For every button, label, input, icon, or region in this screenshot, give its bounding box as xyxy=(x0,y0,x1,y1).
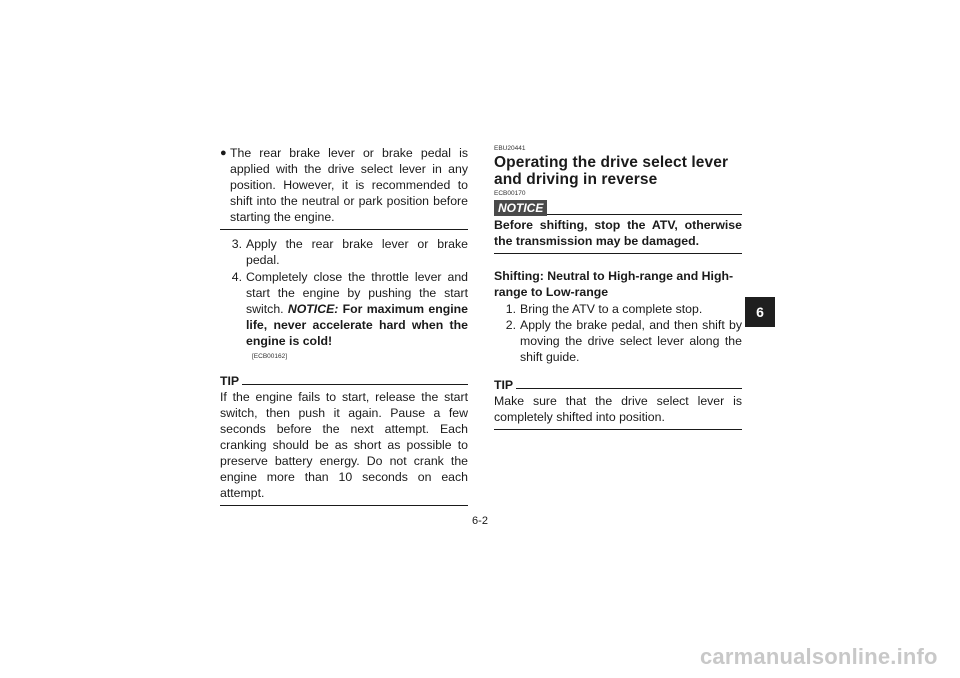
inline-notice-label: NOTICE: xyxy=(287,302,339,316)
tip-text: Make sure that the drive select lever is completely shifted into position. xyxy=(494,394,742,424)
notice-text: Before shifting, stop the ATV, otherwise the transmission may be damaged. xyxy=(494,218,742,248)
tip-rule xyxy=(516,388,742,389)
notice-code: [ECB00162] xyxy=(252,353,288,360)
tip-end-rule xyxy=(220,505,468,506)
step-3 xyxy=(220,236,468,268)
chapter-tab: 6 xyxy=(745,297,775,327)
divider xyxy=(220,229,468,230)
step-4 xyxy=(220,269,468,349)
tip-header xyxy=(220,375,468,388)
left-column xyxy=(220,145,468,506)
page-number: 6-2 xyxy=(472,515,488,527)
tip-text: If the engine fails to start, release the start switch, then push it again. Pause a few seconds before the next attempt. Each cranking should be as short as possible to preserve battery energy. Do not crank the engine more than 10 seconds on each attempt. xyxy=(220,390,468,500)
bullet-item xyxy=(220,145,468,225)
inline-notice-text: For maximum engine life, never accelerate hard when the engine is cold! xyxy=(246,302,468,348)
step-text: Apply the brake pedal, and then shift by moving the drive select lever along the shift guide. xyxy=(520,318,742,364)
subheading: Shifting: Neutral to High-range and High-range to Low-range xyxy=(494,269,734,299)
bullet-text: The rear brake lever or brake pedal is applied with the drive select lever in any position. However, it is recommended to shift into the neutral or park position before starting the engine. xyxy=(230,146,468,224)
notice-header xyxy=(494,200,742,216)
step-number: 1. xyxy=(505,302,516,316)
tip-header xyxy=(494,379,742,392)
notice-rule xyxy=(547,214,742,215)
step-2 xyxy=(494,317,742,365)
tip-rule xyxy=(242,384,468,385)
tip-end-rule xyxy=(494,429,742,430)
step-4-text: Completely close the throttle lever and start the engine by pushing the start switch. xyxy=(246,270,468,316)
step-list xyxy=(494,301,742,365)
step-number: 2. xyxy=(505,318,516,332)
tip-label: TIP xyxy=(494,378,514,392)
notice-code: ECB00170 xyxy=(494,190,526,197)
step-number: 3. xyxy=(231,237,242,251)
step-number: 4. xyxy=(231,270,242,284)
step-text: Apply the rear brake lever or brake pedal. xyxy=(246,237,468,267)
step-text: Bring the ATV to a complete stop. xyxy=(520,302,703,316)
tip-label: TIP xyxy=(220,374,240,388)
notice-badge: NOTICE xyxy=(494,200,547,216)
notice-end-rule xyxy=(494,253,742,254)
step-list xyxy=(220,236,468,361)
watermark: carmanualsonline.info xyxy=(700,644,938,669)
bullet-icon: ● xyxy=(220,147,227,159)
section-title: Operating the drive select lever and driving in reverse xyxy=(494,154,729,188)
step-text xyxy=(246,269,468,349)
section-code: EBU20441 xyxy=(494,145,526,152)
right-column xyxy=(494,145,742,430)
step-1 xyxy=(494,301,742,317)
